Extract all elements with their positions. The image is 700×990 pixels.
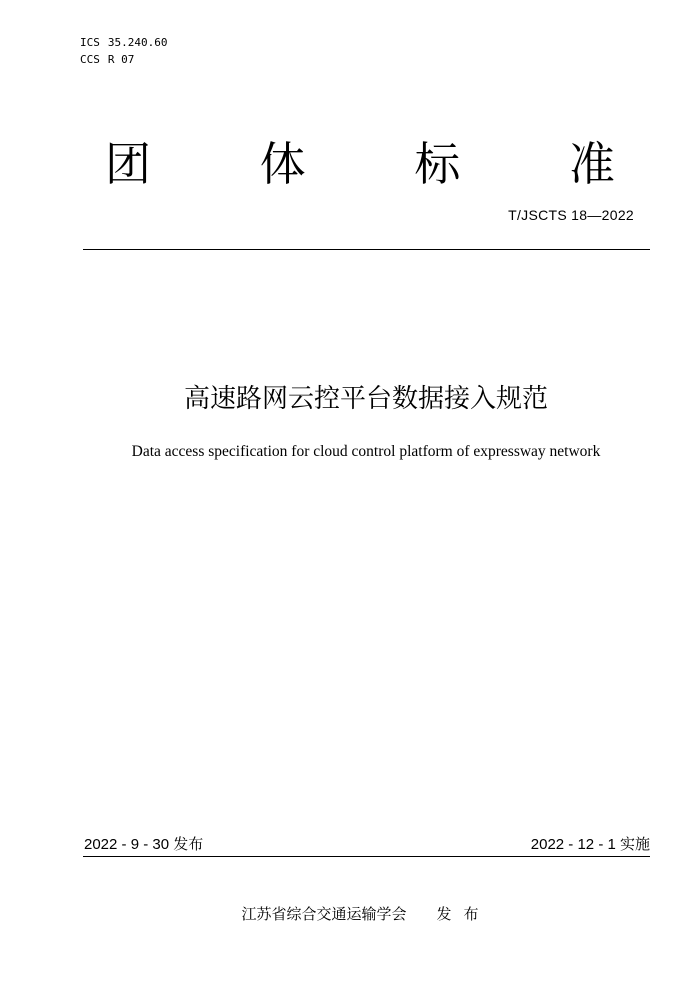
document-title-en: Data access specification for cloud control platform of expressway network xyxy=(131,443,601,460)
publisher-line xyxy=(0,904,700,924)
publisher-action: 发布 xyxy=(436,905,491,923)
issue-date: 2022 - 9 - 30 发布 xyxy=(84,836,204,853)
document-title-cn: 高速路网云控平台数据接入规范 xyxy=(183,384,548,414)
ics-label: ICS xyxy=(80,36,100,49)
effective-date: 2022 - 12 - 1 实施 xyxy=(530,836,650,853)
publisher-name: 江苏省综合交通运输学会 xyxy=(241,905,407,923)
ccs-value: R 07 xyxy=(107,53,135,66)
cover-title-char: 团 xyxy=(105,137,151,191)
standard-number: T/JSCTS 18—2022 xyxy=(508,207,634,223)
cover-title-char: 准 xyxy=(568,137,615,191)
ics-code xyxy=(80,36,167,50)
ccs-label: CCS xyxy=(80,53,100,66)
cover-title-char: 体 xyxy=(259,137,306,191)
cover-title-char: 标 xyxy=(414,137,461,191)
footer-divider xyxy=(83,856,650,857)
ics-value: 35.240.60 xyxy=(107,36,168,49)
ccs-code xyxy=(80,53,134,67)
cover-title xyxy=(100,136,620,192)
header-divider xyxy=(83,249,650,250)
